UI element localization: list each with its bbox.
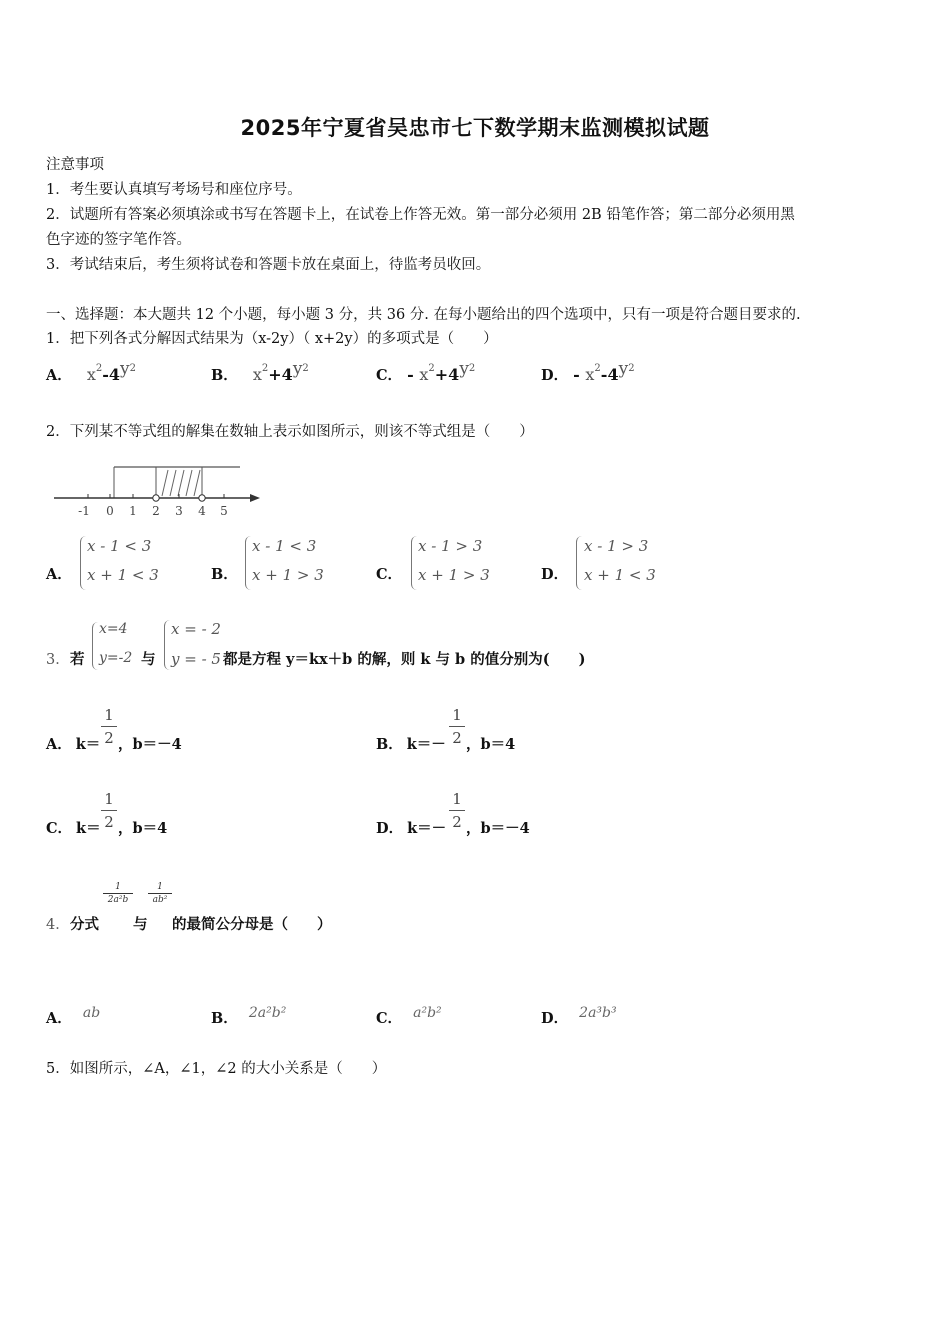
question-5-stem: 5．如图所示，∠A，∠1，∠2 的大小关系是（ ） (46, 1061, 387, 1077)
fraction: 1 2 (449, 706, 465, 747)
q4-option-b[interactable]: B． 2a²b² (211, 1005, 287, 1027)
question-3-number: 3． (46, 652, 70, 668)
notice-item-1: 1．考生要认真填写考场号和座位序号。 (46, 182, 302, 198)
q3-system2-line1: x = - 2 (171, 620, 221, 638)
fraction-1-over-2a2b: 1 2a²b (103, 882, 133, 905)
question-1-stem: 1．把下列各式分解因式结果为（x-2y）（ x+2y）的多项式是（ ） (46, 331, 498, 347)
page-title: 2025年宁夏省吴忠市七下数学期末监测模拟试题 (240, 116, 710, 140)
brace (164, 620, 171, 670)
axis-label: 4 (198, 504, 206, 518)
q3-word-yu: 与 (141, 651, 156, 668)
notice-item-2: 2．试题所有答案必须填涂或书写在答题卡上，在试卷上作答无效。第一部分必须用 2B 铅笔作答；第二部分必须用黑 (46, 207, 795, 223)
brace (411, 536, 418, 590)
q4-option-d[interactable]: D． 2a³b³ (541, 1005, 617, 1027)
section-heading: 一、选择题：本大题共 12 个小题，每小题 3 分，共 36 分. 在每小题给出的四个选项中，只有一项是符合题目要求的. (46, 307, 801, 323)
axis-label: 3 (175, 504, 183, 518)
q3-system2-line2: y = - 5 (171, 650, 221, 668)
fraction-1-over-ab2: 1 ab² (148, 882, 172, 905)
question-4-number: 4． (46, 917, 70, 933)
fraction: 1 2 (101, 790, 117, 831)
q3-word-ruo: 若 (70, 651, 85, 668)
q4-text-a: 分式 (70, 916, 99, 933)
fraction: 1 2 (101, 706, 117, 747)
notice-item-2-cont: 色字迹的签字笔作答。 (46, 232, 191, 248)
q1-option-d[interactable]: D． - $x^2-4y^2$ (541, 359, 635, 384)
notice-heading: 注意事项 (46, 157, 104, 173)
q3-system1-line1: x=4 (99, 621, 128, 637)
brace (92, 622, 99, 670)
q4-option-a[interactable]: A． ab (46, 1005, 101, 1027)
brace (80, 536, 87, 590)
axis-label: -1 (78, 504, 90, 518)
axis-label: 1 (129, 504, 137, 518)
q1-option-b[interactable]: B． $x^2+4y^2$ (211, 359, 309, 384)
fraction: 1 2 (449, 790, 465, 831)
option-label: A． (46, 367, 72, 384)
q1-option-a[interactable]: A． $x^2-4y^2$ (46, 359, 137, 384)
axis-label: 0 (106, 504, 114, 518)
q4-text-b: 与 (133, 916, 148, 933)
number-line-figure (50, 458, 265, 520)
axis-label: 5 (220, 504, 228, 518)
q1-option-c[interactable]: C． - $x^2+4y^2$ (376, 359, 476, 384)
notice-item-3: 3．考试结束后，考生须将试卷和答题卡放在桌面上，待监考员收回。 (46, 257, 491, 273)
q3-system1-line2: y=-2 (99, 650, 133, 666)
q4-option-c[interactable]: C． a²b² (376, 1005, 442, 1027)
question-2-stem: 2．下列某不等式组的解集在数轴上表示如图所示，则该不等式组是（ ） (46, 424, 534, 440)
brace (245, 536, 252, 590)
q4-text-c: 的最简公分母是（ ） (172, 916, 332, 933)
question-3-stem: 都是方程 y＝kx＋b 的解，则 k 与 b 的值分别为( ) (223, 651, 586, 668)
brace (576, 536, 583, 590)
axis-label: 2 (152, 504, 160, 518)
